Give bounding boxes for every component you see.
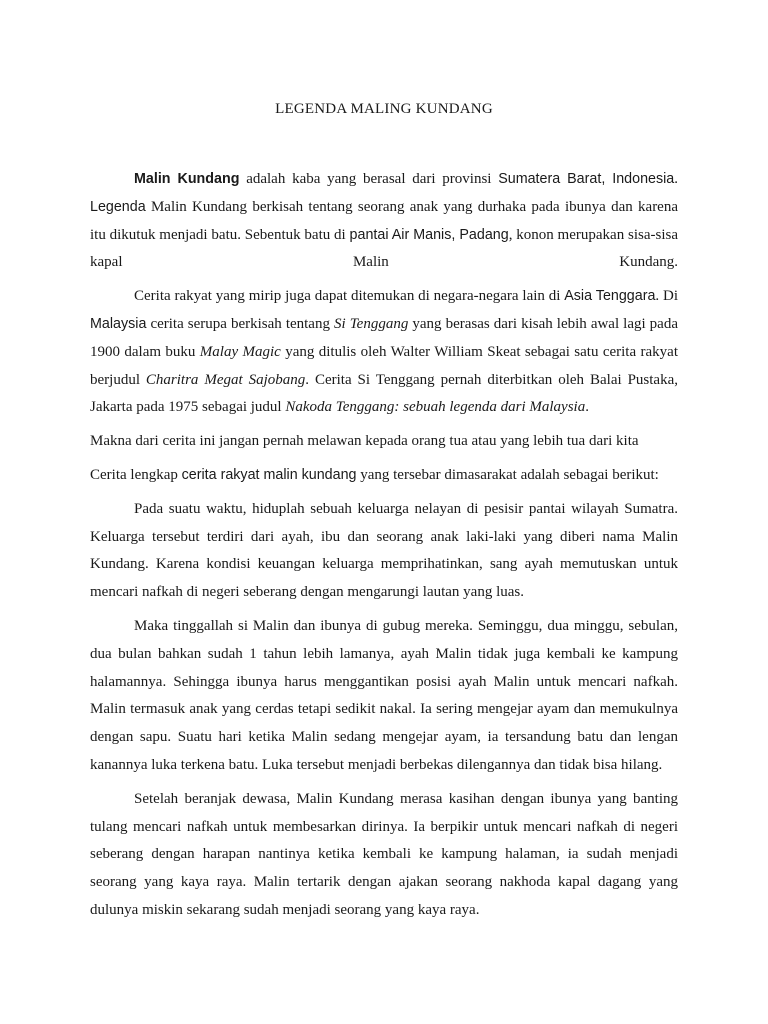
paragraph-4-text-b: yang tersebar dimasarakat adalah sebagai berikut: [356, 466, 659, 483]
paragraph-2-text-c: cerita serupa berkisah tentang [146, 315, 335, 332]
link-legenda[interactable]: Legenda [90, 198, 146, 215]
paragraph-1-text-a: adalah kaba yang berasal dari provinsi [239, 171, 499, 187]
link-malaysia[interactable]: Malaysia [90, 315, 147, 332]
link-pantai-air-manis[interactable]: pantai Air Manis, Padang [349, 226, 509, 243]
paragraph-2-text-a: Cerita rakyat yang mirip juga dapat ditemukan di negara-negara lain di [134, 288, 565, 305]
paragraph-2 [90, 283, 678, 422]
nakoda-tenggang-italic: Nakoda Tenggang: sebuah legenda dari Malaysia [285, 399, 586, 416]
link-cerita-rakyat[interactable]: cerita rakyat malin kundang [181, 466, 357, 483]
paragraph-3: Makna dari cerita ini jangan pernah melawan kepada orang tua atau yang lebih tua dari kita [90, 433, 639, 450]
paragraph-5: Pada suatu waktu, hiduplah sebuah keluarga nelayan di pesisir pantai wilayah Sumatra. Keluarga tersebut terdiri dari ayah, ibu dan seorang anak laki-laki yang diberi nama Malin Kundang. Karena kondisi keuangan keluarga memprihatinkan, sang ayah memutuskan untuk mencari nafkah di negeri seberang dengan mengarungi lautan yang luas. [90, 500, 678, 601]
link-malin-kundang[interactable]: Malin Kundang [134, 171, 240, 187]
paragraph-4-text-a: Cerita lengkap [90, 466, 182, 483]
paragraph-2-text-e: yang ditulis oleh Walter William Skeat sebagai satu cerita rakyat berjudul [90, 343, 678, 388]
charitra-italic: Charitra Megat Sajobang [145, 371, 306, 388]
paragraph-2-text-d: yang berasas dari kisah lebih awal lagi pada 1900 dalam buku [90, 315, 679, 360]
paragraph-6: Maka tinggallah si Malin dan ibunya di gubug mereka. Seminggu, dua minggu, sebulan, dua bulan bahkan sudah 1 tahun lebih lamanya, ayah Malin tidak juga kembali ke kampung halamannya. Sehingga ibunya harus menggantikan posisi ayah Malin untuk mencari nafkah. Malin termasuk anak yang cerdas tetapi sedikit nakal. Ia sering mengejar ayam dan memukulnya dengan sapu. Suatu hari ketika Malin sedang mengejar ayam, ia tersandung batu dan lengan kanannya luka terkena batu. Luka tersebut menjadi berbekas dilengannya dan tidak bisa hilang. [90, 617, 678, 773]
paragraph-2-text-f: . Cerita Si Tenggang pernah diterbitkan oleh Balai Pustaka, Jakarta pada 1975 sebagai judul [90, 371, 678, 416]
document-body [90, 166, 678, 931]
paragraph-2-text-b: . Di [655, 288, 678, 305]
paragraph-1-text-b: . [674, 171, 679, 187]
paragraph-1-text-c: Malin Kundang berkisah tentang seorang anak yang durhaka pada ibunya dan karena itu dikutuk menjadi batu. Sebentuk batu di [90, 198, 678, 243]
paragraph-2-text-g: . [585, 399, 589, 416]
paragraph-4 [90, 462, 678, 490]
paragraph-1 [90, 166, 678, 277]
link-asia-tenggara[interactable]: Asia Tenggara [564, 288, 656, 305]
link-sumatera-barat[interactable]: Sumatera Barat, Indonesia [498, 171, 675, 187]
paragraph-7: Setelah beranjak dewasa, Malin Kundang merasa kasihan dengan ibunya yang banting tulang mencari nafkah untuk membesarkan dirinya. Ia berpikir untuk mencari nafkah di negeri seberang dengan harapan nantinya ketika kembali ke kampung halaman, ia sudah menjadi seorang yang kaya raya. Malin tertarik dengan ajakan seorang nakhoda kapal dagang yang dulunya miskin sekarang sudah menjadi seorang yang kaya raya. [90, 790, 678, 918]
paragraph-1-text-d: , konon merupakan sisa-sisa kapal Malin Kundang. [90, 226, 678, 271]
si-tenggang-italic: Si Tenggang [334, 315, 409, 332]
malay-magic-italic: Malay Magic [199, 343, 281, 360]
document-title: LEGENDA MALING KUNDANG [275, 101, 493, 117]
